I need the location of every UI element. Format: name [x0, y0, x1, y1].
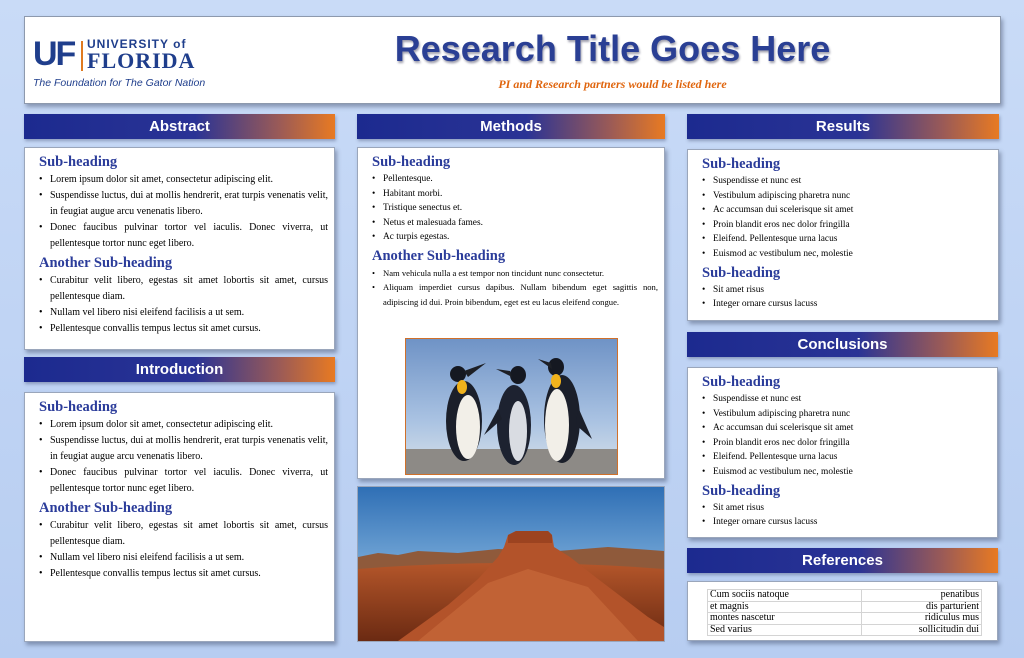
list-item: • Ac turpis egestas.	[372, 230, 658, 245]
list-item: • Ac accumsan dui scelerisque sit amet	[702, 203, 992, 218]
list-item: • Nam vehicula nulla a est tempor non tincidunt nunc consectetur.	[372, 266, 658, 281]
table-cell: et magnis	[708, 601, 862, 613]
results-list-2	[702, 283, 992, 312]
table-cell: montes nascetur	[708, 613, 862, 625]
conclusions-bar: Conclusions	[687, 332, 998, 357]
desert-mesa-photo	[358, 487, 664, 641]
abstract-list-1	[39, 172, 328, 252]
list-item: • Eleifend. Pellentesque urna lacus	[702, 232, 992, 247]
list-item: • Vestibulum adipiscing pharetra nunc	[702, 407, 991, 422]
uf-logo-mark: UF	[33, 35, 75, 73]
abstract-subheading-2: Another Sub-heading	[39, 255, 173, 271]
list-item: • Euismod ac vestibulum nec, molestie	[702, 247, 992, 262]
results-subheading: Sub-heading	[702, 156, 781, 172]
list-item: • Euismod ac vestibulum nec, molestie	[702, 465, 991, 480]
logo-divider	[81, 41, 83, 71]
list-item: • Aliquam imperdiet cursus dapibus. Nullam bibendum eget sagittis non, adipiscing id dui. Proin bibendum, eget est eu lacus eleifend congue.	[372, 280, 658, 309]
methods-subheading: Sub-heading	[372, 154, 451, 170]
list-item: • Vestibulum adipiscing pharetra nunc	[702, 189, 992, 204]
list-item: • Lorem ipsum dolor sit amet, consectetur adipiscing elit.	[39, 172, 328, 188]
list-item: • Nullam vel libero nisi eleifend facilisis a ut sem.	[39, 550, 328, 566]
list-item: • Nullam vel libero nisi eleifend facilisis a ut sem.	[39, 305, 328, 321]
list-item: • Sit amet risus	[702, 501, 991, 516]
conclusions-subheading: Sub-heading	[702, 374, 781, 390]
abstract-box	[24, 147, 335, 350]
list-item: • Donec faucibus pulvinar tortor vel iaculis. Donec viverra, ut pellentesque tortor nunc eget libero.	[39, 465, 328, 497]
list-item: • Donec faucibus pulvinar tortor vel iaculis. Donec viverra, ut pellentesque tortor nunc eget libero.	[39, 220, 328, 252]
results-subheading-2: Sub-heading	[702, 264, 781, 281]
list-item: • Curabitur velit libero, egestas sit amet lobortis sit amet, cursus pellentesque diam.	[39, 273, 328, 305]
methods-subheading-2: Another Sub-heading	[372, 247, 506, 264]
penguins-image	[405, 338, 618, 475]
results-bar: Results	[687, 114, 999, 139]
abstract-bar: Abstract	[24, 114, 335, 139]
list-item: • Integer ornare cursus lacuss	[702, 515, 991, 530]
abstract-subheading: Sub-heading	[39, 154, 118, 170]
list-item: • Suspendisse luctus, dui at mollis hendrerit, erat turpis venenatis velit, in feugiat augue arcu venenatis libero.	[39, 188, 328, 220]
references-bar: References	[687, 548, 998, 573]
table-row	[708, 590, 982, 602]
list-item: • Lorem ipsum dolor sit amet, consectetur adipiscing elit.	[39, 417, 328, 433]
list-item: • Suspendisse luctus, dui at mollis hendrerit, erat turpis venenatis velit, in feugiat augue arcu venenatis libero.	[39, 433, 328, 465]
results-box	[687, 149, 999, 321]
abstract-list-2	[39, 273, 328, 337]
list-item: • Habitant morbi.	[372, 187, 658, 202]
conclusions-list-1	[702, 392, 991, 480]
list-item: • Integer ornare cursus lacuss	[702, 297, 992, 312]
list-item: • Pellentesque convallis tempus lectus sit amet cursus.	[39, 566, 328, 582]
table-cell: ridiculus mus	[862, 613, 982, 625]
poster-title: Research Title Goes Here	[394, 28, 831, 69]
methods-bar: Methods	[357, 114, 665, 139]
list-item: • Eleifend. Pellentesque urna lacus	[702, 450, 991, 465]
introduction-subheading-2: Another Sub-heading	[39, 500, 173, 516]
list-item: • Tristique senectus et.	[372, 201, 658, 216]
list-item: • Suspendisse et nunc est	[702, 392, 991, 407]
references-box	[687, 581, 998, 641]
references-table	[707, 589, 982, 636]
table-row	[708, 601, 982, 613]
table-row	[708, 613, 982, 625]
uf-logo-university: UNIVERSITY of	[87, 37, 187, 51]
uf-logo	[33, 35, 248, 93]
list-item: • Proin blandit eros nec dolor fringilla	[702, 436, 991, 451]
conclusions-list-2	[702, 501, 991, 530]
conclusions-box	[687, 367, 998, 538]
table-cell: sollicitudin dui	[862, 624, 982, 636]
results-list-1	[702, 174, 992, 262]
introduction-list-2	[39, 518, 328, 582]
table-cell: Cum sociis natoque	[708, 590, 862, 602]
list-item: • Ac accumsan dui scelerisque sit amet	[702, 421, 991, 436]
table-cell: penatibus	[862, 590, 982, 602]
list-item: • Netus et malesuada fames.	[372, 216, 658, 231]
list-item: • Proin blandit eros nec dolor fringilla	[702, 218, 992, 233]
table-cell: dis parturient	[862, 601, 982, 613]
methods-list-2	[372, 266, 658, 310]
list-item: • Pellentesque.	[372, 172, 658, 187]
uf-logo-name: FLORIDA	[87, 48, 196, 73]
introduction-subheading: Sub-heading	[39, 399, 118, 415]
poster-header	[24, 16, 1001, 104]
penguins-photo	[406, 339, 617, 474]
introduction-bar: Introduction	[24, 357, 335, 382]
methods-list-1	[372, 172, 658, 245]
poster-partners: PI and Research partners would be listed here	[498, 77, 727, 91]
table-row	[708, 624, 982, 636]
table-cell: Sed varius	[708, 624, 862, 636]
list-item: • Suspendisse et nunc est	[702, 174, 992, 189]
uf-logo-tagline: The Foundation for The Gator Nation	[33, 77, 206, 89]
list-item: • Sit amet risus	[702, 283, 992, 298]
introduction-list-1	[39, 417, 328, 497]
list-item: • Pellentesque convallis tempus lectus sit amet cursus.	[39, 321, 328, 337]
list-item: • Curabitur velit libero, egestas sit amet lobortis sit amet, cursus pellentesque diam.	[39, 518, 328, 550]
introduction-box	[24, 392, 335, 642]
conclusions-subheading-2: Sub-heading	[702, 482, 781, 499]
desert-image	[357, 486, 665, 642]
